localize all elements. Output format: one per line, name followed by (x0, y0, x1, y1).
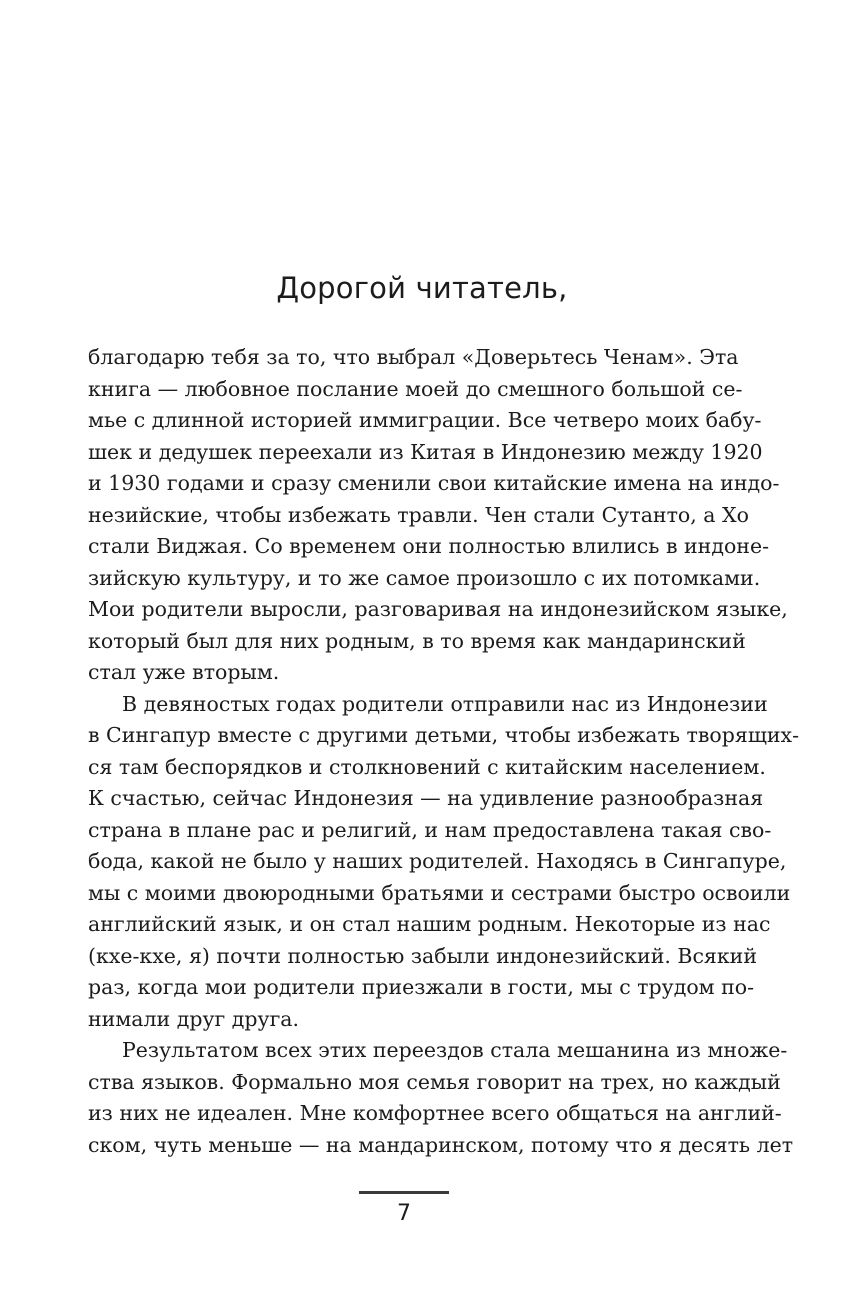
text-line: ся там беспорядков и столкновений с китайским населением. (88, 754, 766, 779)
text-line: мье с длинной историей иммиграции. Все четверо моих бабу- (88, 408, 762, 432)
text-line: К счастью, сейчас Индонезия — на удивление разнообразная (88, 786, 764, 810)
text-line: страна в плане рас и религий, и нам предоставлена такая сво- (88, 817, 772, 842)
paragraph-2 (88, 689, 800, 1036)
text-line: (кхе-кхе, я) почти полностью забыли индонезийский. Всякий (88, 943, 758, 968)
text-line: нимали друг друга. (88, 1006, 300, 1031)
text-line: стали Виджая. Со временем они полностью влились в индоне- (88, 534, 770, 558)
text-line: который был для них родным, в то время как мандаринский (88, 628, 746, 653)
text-line: книга — любовное послание моей до смешного большой се- (88, 376, 743, 401)
page-number: 7 (397, 1201, 411, 1226)
text-line: ском, чуть меньше — на мандаринском, потому что я десять лет (88, 1132, 794, 1157)
text-line: раз, когда мои родители приезжали в гости, мы с трудом по- (88, 975, 755, 999)
text-line: стал уже вторым. (88, 660, 280, 684)
text-line: мы с моими двоюродными братьями и сестрами быстро освоили (88, 880, 791, 905)
text-line: ства языков. Формально моя семья говорит на трех, но каждый (88, 1069, 781, 1094)
chapter-heading: Дорогой читатель, (276, 271, 568, 306)
text-line: Мои родители выросли, разговаривая на индонезийском языке, (88, 597, 788, 621)
text-line: бода, какой не было у наших родителей. Находясь в Сингапуре, (88, 849, 787, 873)
text-line: незийские, чтобы избежать травли. Чен стали Сутанто, а Хо (88, 502, 749, 527)
text-line: английский язык, и он стал нашим родным. Некоторые из нас (88, 912, 771, 936)
paragraph-1 (88, 342, 788, 689)
text-line: из них не идеален. Мне комфортнее всего общаться на англий- (88, 1101, 782, 1125)
text-line: зийскую культуру, и то же самое произошло с их потомками. (88, 565, 761, 590)
text-line: благодарю тебя за то, что выбрал «Доверьтесь Ченам». Эта (88, 345, 739, 369)
body-text (88, 342, 800, 1161)
text-line: шек и дедушек переехали из Китая в Индонезию между 1920 (88, 439, 763, 464)
paragraph-3 (88, 1035, 794, 1161)
footer-rule (359, 1191, 449, 1194)
text-line: и 1930 годами и сразу сменили свои китайские имена на индо- (88, 471, 780, 495)
text-line: В девяностых годах родители отправили нас из Индонезии (122, 691, 768, 716)
text-line: в Сингапур вместе с другими детьми, чтобы избежать творящих- (88, 723, 800, 747)
text-line: Результатом всех этих переездов стала мешанина из множе- (122, 1038, 788, 1062)
